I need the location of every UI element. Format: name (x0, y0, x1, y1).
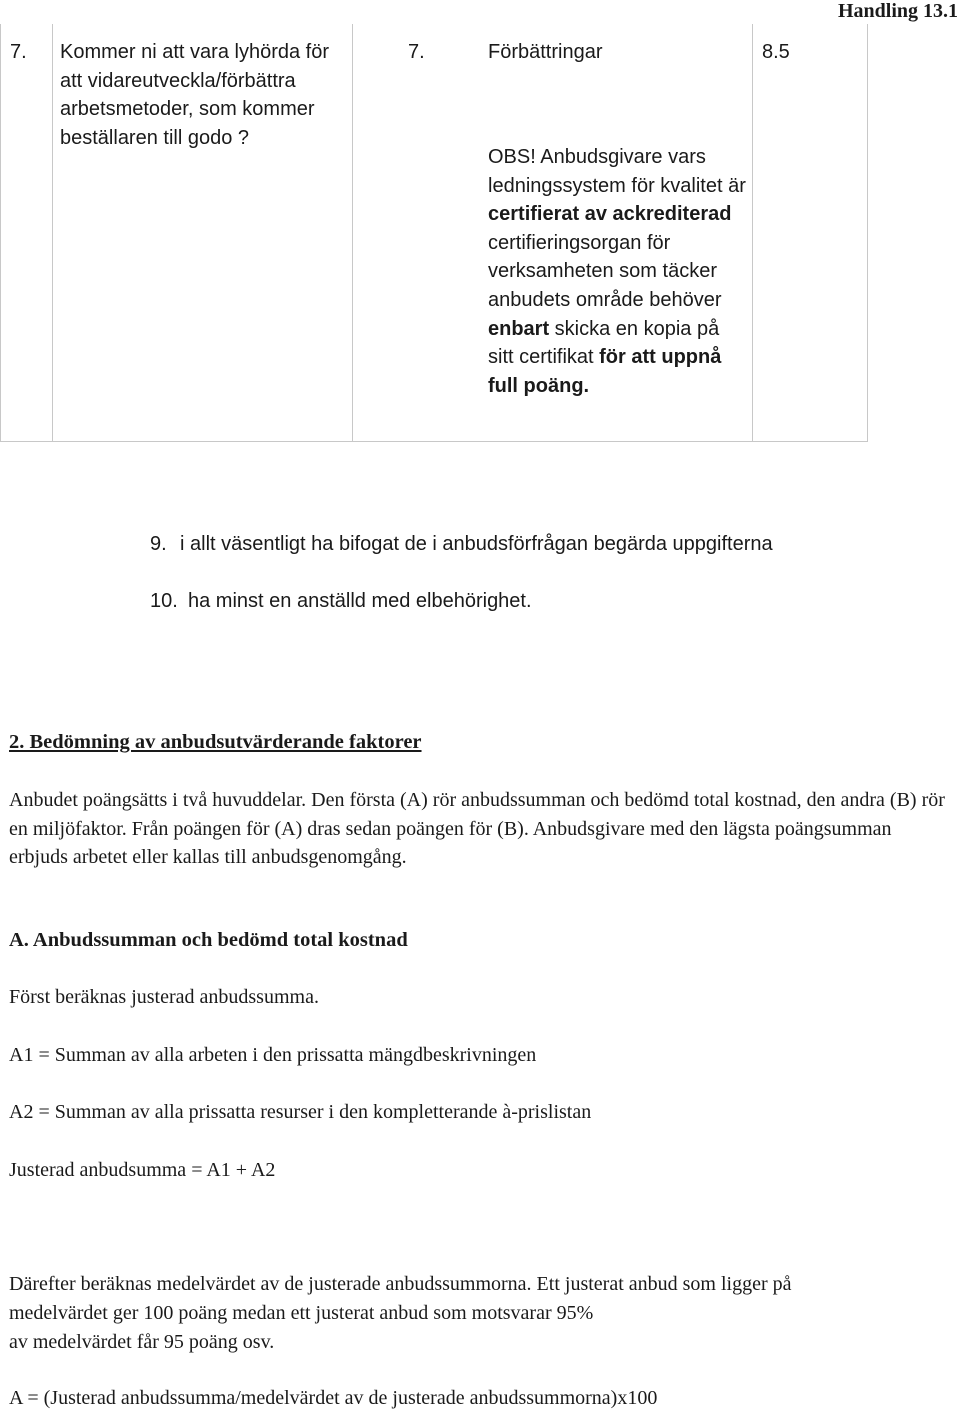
note-text: certifieringsorgan för verksamheten som täcker anbudets område behöver (488, 231, 722, 311)
document-reference: Handling 13.1 (837, 0, 958, 22)
question-text: Kommer ni att vara lyhörda för att vidareutveckla/förbättra arbetsmetoder, som kommer beställaren till godo ? (60, 41, 329, 149)
requirement-number: 9. (150, 533, 167, 555)
section-heading: 2. Bedömning av anbudsutvärderande faktorer (9, 731, 422, 753)
criterion-number: 7. (408, 41, 425, 63)
average-paragraph-line: medelvärdet ger 100 poäng medan ett justerat anbud som motsvarar 95% (9, 1302, 594, 1324)
table-border-left (0, 24, 1, 442)
definition-a1: A1 = Summan av alla arbeten i den prissatta mängdbeskrivningen (9, 1044, 537, 1066)
criterion-reference: 8.5 (762, 41, 790, 63)
average-paragraph-line: Därefter beräknas medelvärdet av de justerade anbudssummorna. Ett justerat anbud som ligger på (9, 1273, 792, 1295)
certification-note (488, 143, 750, 400)
requirement-text: i allt väsentligt ha bifogat de i anbudsförfrågan begärda uppgifterna (180, 533, 773, 555)
requirement-number: 10. (150, 590, 178, 612)
definition-a2: A2 = Summan av alla prissatta resurser i den kompletterande à-prislistan (9, 1101, 592, 1123)
row-number: 7. (10, 41, 27, 63)
score-formula: A = (Justerad anbudssumma/medelvärdet av de justerade anbudssummorna)x100 (9, 1387, 658, 1409)
adjusted-sum-formula: Justerad anbudsumma = A1 + A2 (9, 1159, 276, 1181)
evaluation-table (0, 24, 868, 442)
note-text: skicka en kopia på sitt certifikat (488, 317, 720, 369)
note-emphasis: certifierat av ackrediterad (488, 203, 732, 226)
subsection-heading: A. Anbudssumman och bedömd total kostnad (9, 929, 408, 951)
note-emphasis: enbart (488, 317, 550, 340)
requirement-text: ha minst en anställd med elbehörighet. (188, 590, 532, 612)
requirement-item (150, 530, 773, 558)
average-paragraph-line: av medelvärdet får 95 poäng osv. (9, 1331, 275, 1353)
intro-text: Först beräknas justerad anbudssumma. (9, 986, 319, 1008)
table-border-right (867, 24, 868, 442)
note-text: OBS! Anbudsgivare vars ledningssystem för kvalitet är (488, 146, 746, 197)
note-emphasis: för att uppnå full poäng. (488, 346, 722, 397)
section-paragraph: Anbudet poängsätts i två huvuddelar. Den första (A) rör anbudssumman och bedömd total kostnad, den andra (B) rör en miljöfaktor. Från poängen för (A) dras sedan poängen för (B). Anbudsgivare med den lägsta poängsumman erbjuds arbetet eller kallas till anbudsgenomgång. (9, 789, 945, 868)
table-column-divider (352, 24, 353, 442)
table-column-divider (52, 24, 53, 442)
criterion-title: Förbättringar (488, 41, 603, 63)
table-column-divider (752, 24, 753, 442)
table-border-bottom (0, 441, 868, 442)
requirement-item (150, 587, 532, 615)
